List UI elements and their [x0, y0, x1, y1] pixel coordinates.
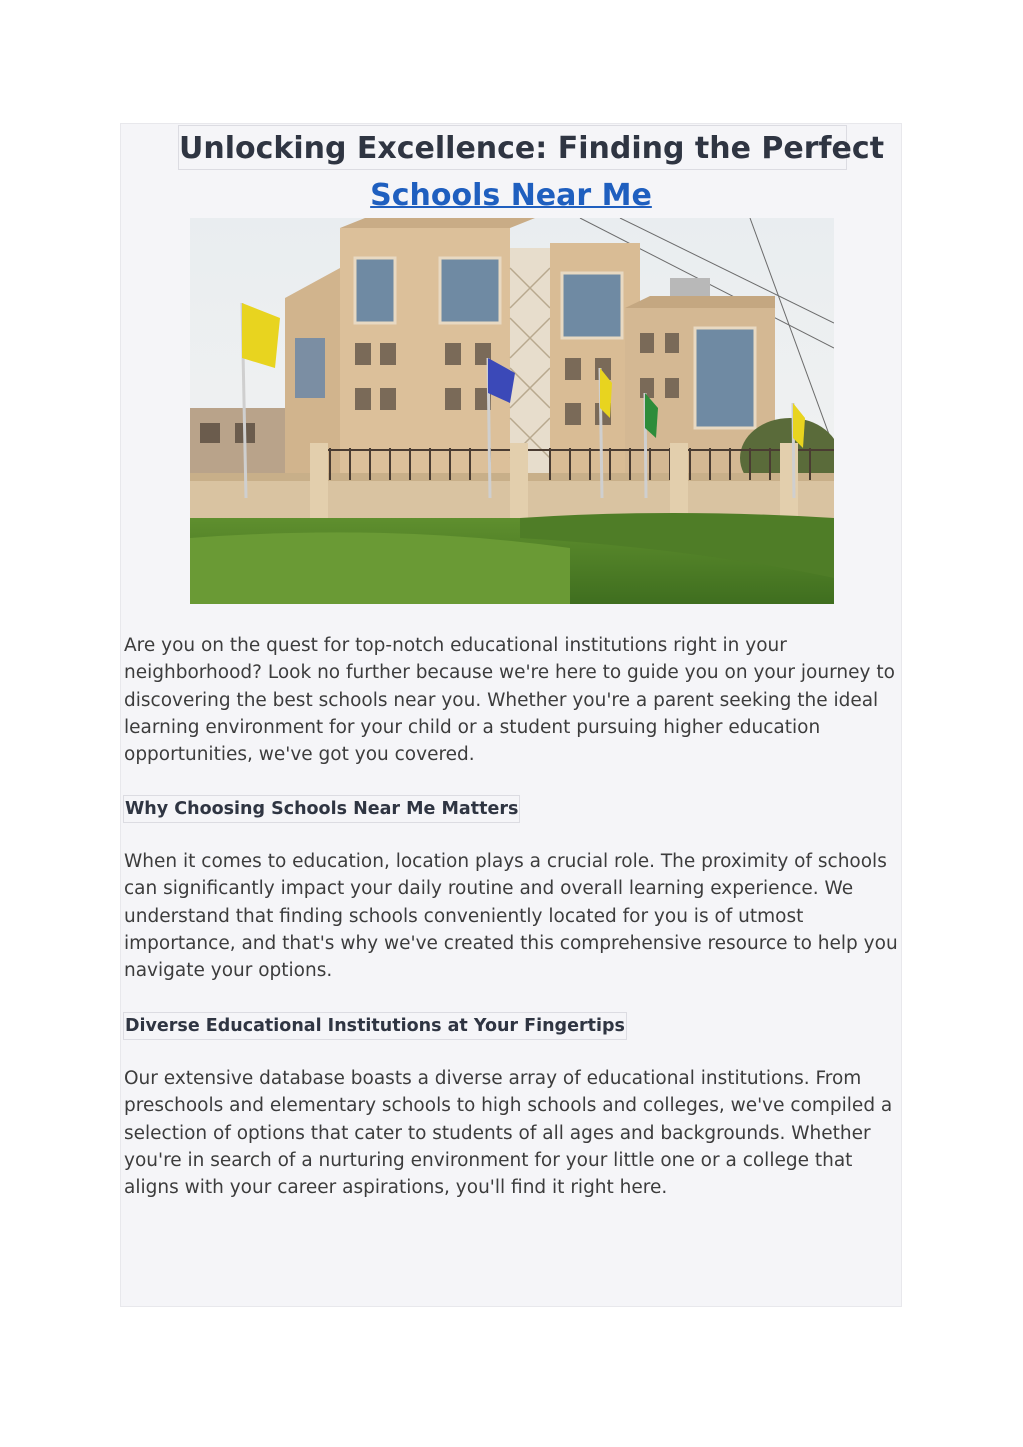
school-building-photo — [190, 218, 834, 604]
section-body-diverse: Our extensive database boasts a diverse array of educational institutions. From preschools and elementary schools to high schools and colleges, we've compiled a selection of options that cater to students of all ages and backgrounds. Whether you're in search of a nurturing environment for your little one or a college that aligns with your career aspirations, you'll find it right here. — [124, 1068, 893, 1199]
intro-paragraph: Are you on the quest for top-notch educational institutions right in your neighborhood? Look no further because we're here to guide you on your journey to discovering the best schools near you. Whether you're a parent seeking the ideal learning environment for your child or a student pursuing higher education opportunities, we've got you covered. — [124, 635, 895, 766]
section-body-why: When it comes to education, location plays a crucial role. The proximity of schools can significantly impact your daily routine and overall learning experience. We understand that finding schools conveniently located for you is of utmost importance, and that's why we've created this comprehensive resource to help you navigate your options. — [124, 851, 898, 982]
section-heading-why: Why Choosing Schools Near Me Matters — [123, 795, 520, 823]
page-title: Unlocking Excellence: Finding the Perfect — [178, 125, 847, 170]
title-link-wrapper — [121, 174, 901, 218]
schools-near-me-link[interactable]: Schools Near Me — [370, 178, 652, 213]
section-heading-diverse: Diverse Educational Institutions at Your Fingertips — [123, 1012, 627, 1040]
document-page — [120, 123, 902, 1307]
